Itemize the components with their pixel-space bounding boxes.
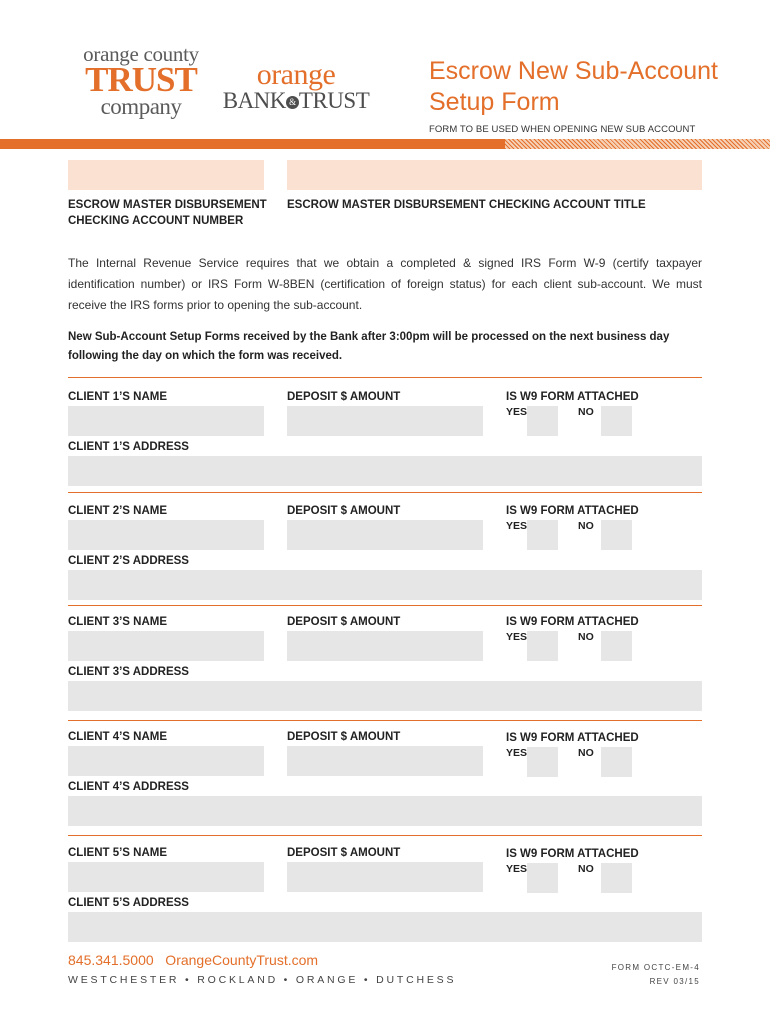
client-2-deposit-input[interactable]: [287, 520, 483, 550]
master-account-number-label-line2: CHECKING ACCOUNT NUMBER: [68, 215, 244, 227]
client-2-address-input[interactable]: [68, 570, 702, 600]
client-5-w9-yes-checkbox[interactable]: [527, 863, 558, 893]
section-divider: [68, 492, 702, 493]
client-5-address-label: CLIENT 5’S ADDRESS: [68, 897, 189, 909]
form-title-line2: Setup Form: [429, 88, 560, 116]
client-1-deposit-label: DEPOSIT $ AMOUNT: [287, 391, 401, 403]
footer-regions: WESTCHESTER • ROCKLAND • ORANGE • DUTCHESS: [68, 974, 457, 986]
footer-contact: 845.341.5000 OrangeCountyTrust.com: [68, 952, 319, 968]
client-5-deposit-label: DEPOSIT $ AMOUNT: [287, 847, 401, 859]
client-1-name-label: CLIENT 1’S NAME: [68, 391, 168, 403]
client-3-w9-yes-checkbox[interactable]: [527, 631, 558, 661]
logo-text-orange-county: orange county: [83, 42, 199, 66]
client-4-address-label: CLIENT 4’S ADDRESS: [68, 781, 189, 793]
header-band: [0, 139, 505, 149]
client-1-address-input[interactable]: [68, 456, 702, 486]
logo-text-trust: TRUST: [85, 60, 197, 99]
client-1-w9-yes-checkbox[interactable]: [527, 406, 558, 436]
client-1-deposit-input[interactable]: [287, 406, 483, 436]
footer-revision: REV 03/15: [649, 977, 700, 986]
client-3-name-label: CLIENT 3’S NAME: [68, 616, 168, 628]
client-1-w9-label: IS W9 FORM ATTACHED: [506, 391, 639, 403]
client-3-w9-no-checkbox[interactable]: [601, 631, 632, 661]
client-4-w9-yes-checkbox[interactable]: [527, 747, 558, 777]
client-2-deposit-label: DEPOSIT $ AMOUNT: [287, 505, 401, 517]
section-divider: [68, 835, 702, 836]
client-1-w9-no-checkbox[interactable]: [601, 406, 632, 436]
form-subtitle: FORM TO BE USED WHEN OPENING NEW SUB ACCOUNT: [429, 124, 696, 135]
client-1-address-label: CLIENT 1’S ADDRESS: [68, 441, 189, 453]
client-4-w9-label: IS W9 FORM ATTACHED: [506, 732, 639, 744]
logo-text-bank: BANK: [222, 88, 286, 113]
logo-ampersand-icon: &: [286, 96, 299, 109]
client-2-w9-no-checkbox[interactable]: [601, 520, 632, 550]
client-5-deposit-input[interactable]: [287, 862, 483, 892]
client-4-name-label: CLIENT 4’S NAME: [68, 731, 168, 743]
client-3-no-label: NO: [578, 631, 594, 643]
client-1-no-label: NO: [578, 406, 594, 418]
client-3-deposit-input[interactable]: [287, 631, 483, 661]
header-band-hatch: [505, 139, 770, 149]
client-4-deposit-input[interactable]: [287, 746, 483, 776]
section-divider: [68, 377, 702, 378]
orange-bank-trust-logo: [216, 58, 376, 116]
logo-text-bank-trust: [216, 88, 376, 114]
client-4-no-label: NO: [578, 747, 594, 759]
client-3-name-input[interactable]: [68, 631, 264, 661]
client-1-yes-label: YES: [506, 406, 528, 418]
client-4-name-input[interactable]: [68, 746, 264, 776]
client-5-name-label: CLIENT 5’S NAME: [68, 847, 168, 859]
client-3-yes-label: YES: [506, 631, 528, 643]
client-4-yes-label: YES: [506, 747, 528, 759]
footer-form-code: FORM OCTC-EM-4: [611, 963, 700, 972]
processing-notice: New Sub-Account Setup Forms received by the Bank after 3:00pm will be processed on the next business day following the day on which the form was received.: [68, 331, 670, 362]
client-1-name-input[interactable]: [68, 406, 264, 436]
master-account-title-input[interactable]: [287, 160, 702, 190]
logo-text-trust-2: TRUST: [298, 88, 370, 113]
client-5-yes-label: YES: [506, 863, 528, 875]
client-2-yes-label: YES: [506, 520, 528, 532]
client-5-name-input[interactable]: [68, 862, 264, 892]
master-account-number-input[interactable]: [68, 160, 264, 190]
section-divider: [68, 720, 702, 721]
client-2-name-label: CLIENT 2’S NAME: [68, 505, 168, 517]
orange-county-trust-company-logo: [68, 42, 214, 120]
client-5-no-label: NO: [578, 863, 594, 875]
client-2-name-input[interactable]: [68, 520, 264, 550]
form-title-line1: Escrow New Sub-Account: [429, 57, 719, 85]
client-3-address-label: CLIENT 3’S ADDRESS: [68, 666, 189, 678]
client-3-w9-label: IS W9 FORM ATTACHED: [506, 616, 639, 628]
client-5-address-input[interactable]: [68, 912, 702, 942]
client-5-w9-label: IS W9 FORM ATTACHED: [506, 848, 639, 860]
client-3-address-input[interactable]: [68, 681, 702, 711]
client-2-address-label: CLIENT 2’S ADDRESS: [68, 555, 189, 567]
client-4-address-input[interactable]: [68, 796, 702, 826]
form-title: [429, 56, 759, 118]
section-divider: [68, 605, 702, 606]
client-4-w9-no-checkbox[interactable]: [601, 747, 632, 777]
logo-text-orange: orange: [256, 58, 336, 91]
client-3-deposit-label: DEPOSIT $ AMOUNT: [287, 616, 401, 628]
client-4-deposit-label: DEPOSIT $ AMOUNT: [287, 731, 401, 743]
master-account-number-label-line1: ESCROW MASTER DISBURSEMENT: [68, 199, 267, 211]
master-account-title-label: ESCROW MASTER DISBURSEMENT CHECKING ACCOUNT TITLE: [287, 199, 646, 211]
irs-requirement-text: The Internal Revenue Service requires that we obtain a completed & signed IRS Form W-9 (certify taxpayer identification number) or IRS Form W-8BEN (certification of foreign status) for each client sub-account. We must receive the IRS forms prior to opening the sub-account.: [68, 256, 702, 312]
client-5-w9-no-checkbox[interactable]: [601, 863, 632, 893]
client-2-w9-label: IS W9 FORM ATTACHED: [506, 505, 639, 517]
logo-text-company: company: [100, 94, 182, 119]
master-account-number-label: [68, 197, 267, 229]
client-2-w9-yes-checkbox[interactable]: [527, 520, 558, 550]
client-2-no-label: NO: [578, 520, 594, 532]
